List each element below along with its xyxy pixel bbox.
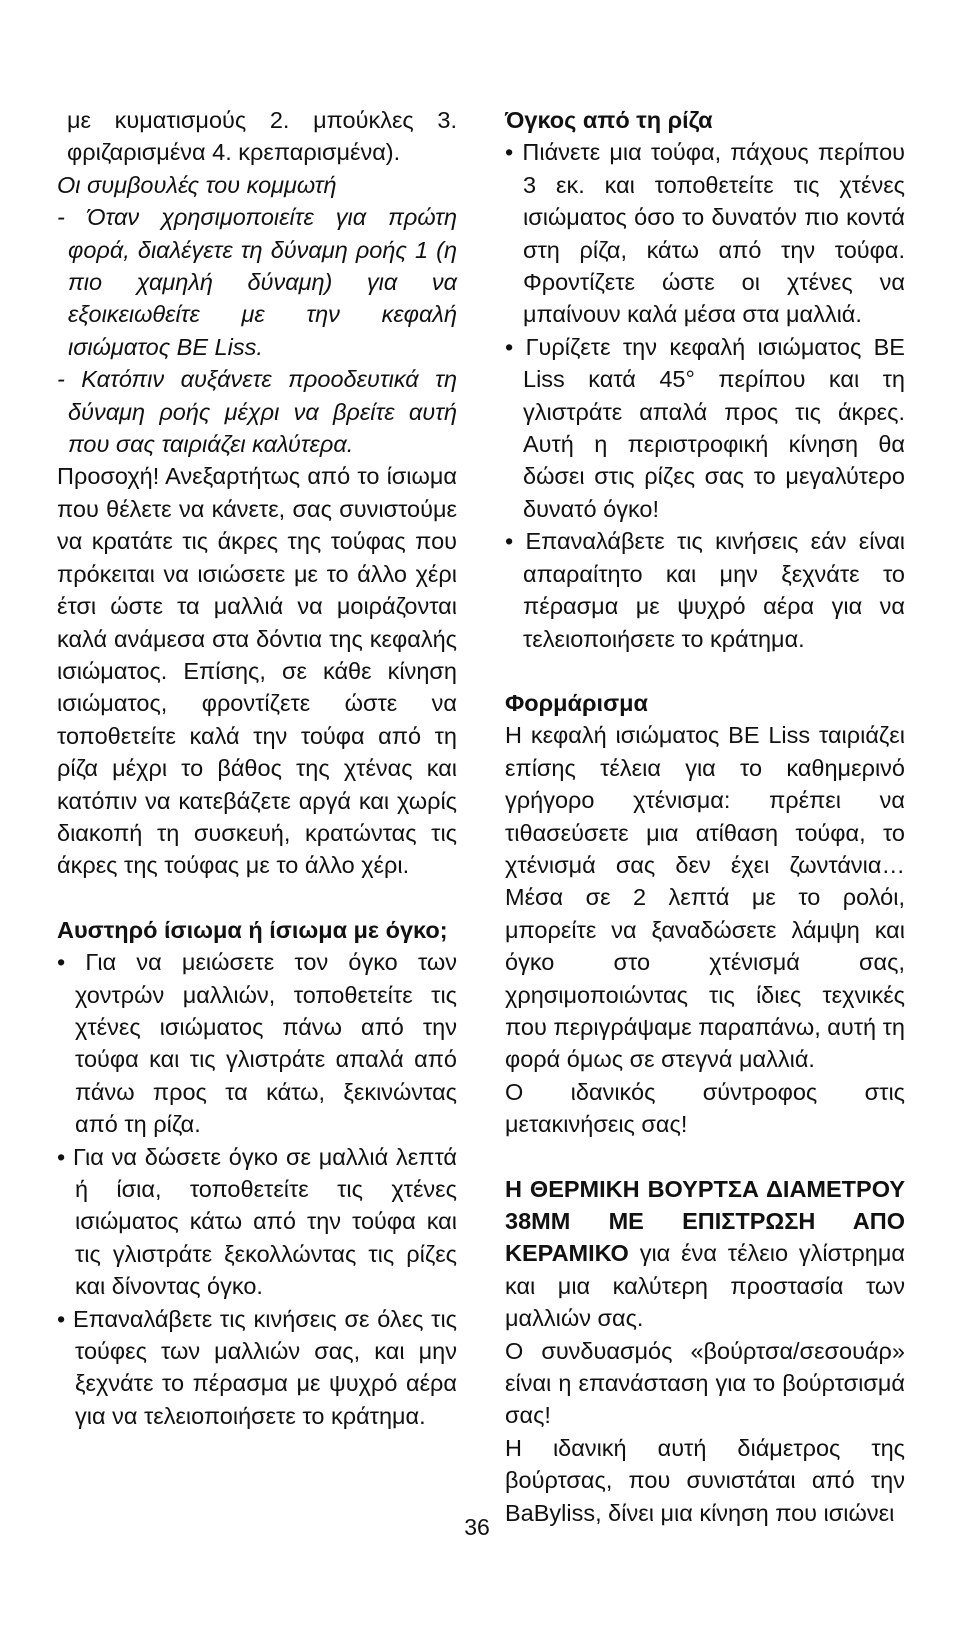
section-heading-volume: Όγκος από τη ρίζα [505,107,713,133]
combo-paragraph: Ο συνδυασμός «βούρτσα/σεσουάρ» είναι η επανάσταση για το βούρτσισμά σας! [505,1337,905,1429]
bullet-item: • Για να δώσετε όγκο σε μαλλιά λεπτά ή ίσια, τοποθετείτε τις χτένες ισιώματος κάτω από την τούφα και τις γλιστράτε ξεκολλώντας τις ρίζες και δίνοντας όγκο. [57,1143,457,1300]
diameter-paragraph: Η ιδανική αυτή διάμετρος της βούρτσας, που συνιστάται από την BaByliss, δίνει μια κίνηση που ισιώνει [505,1434,905,1526]
bullet-item: • Γυρίζετε την κεφαλή ισιώματος BE Liss κατά 45° περίπου και τη γλιστράτε απαλά προς τις άκρες. Αυτή η περιστροφική κίνηση θα δώσει στις ρίζες σας το μεγαλύτερο δυνατό όγκο! [505,333,905,522]
companion-paragraph: Ο ιδανικός σύντροφος στις μετακινήσεις σας! [505,1078,905,1138]
spacer [505,1141,905,1173]
section-heading-styling: Φορμάρισμα [505,689,648,716]
tips-title: Οι συμβουλές του κομμωτή [57,171,337,198]
bullet-item: • Πιάνετε μια τούφα, πάχους περίπου 3 εκ. και τοποθετείτε τις χτένες ισιώματος όσο το δυνατόν πιο κοντά στη ρίζα, κάτω από την τούφα. Φροντίζετε ώστε οι χτένες να μπαίνουν καλά μέσα στα μαλλιά. [505,139,905,328]
continued-text: με κυματισμούς 2. μπούκλες 3. φριζαρισμένα 4. κρεπαρισμένα). [67,107,457,166]
tip-item: - Κατόπιν αυξάνετε προοδευτικά τη δύναμη ροής μέχρι να βρείτε αυτή που σας ταιριάζει καλύτερα. [57,366,457,458]
right-column [505,104,905,1529]
left-column [57,104,457,1432]
bullet-item: • Επαναλάβετε τις κινήσεις εάν είναι απαραίτητο και μην ξεχνάτε το πέρασμα με ψυχρό αέρα για να τελειοποιήσετε το κράτημα. [505,528,905,652]
brush-paragraph [505,1173,905,1335]
bullet-item: • Επαναλάβετε τις κινήσεις σε όλες τις τούφες των μαλλιών σας, και μην ξεχνάτε το πέρασμα με ψυχρό αέρα για να τελειοποιήσετε το κράτημα. [57,1305,457,1429]
brush-text: για ένα τέλειο γλίστρημα και μια καλύτερη προστασία των μαλλιών σας. [505,1240,905,1332]
brush-heading: Η ΘΕΡΜΙΚΗ ΒΟΥΡΤΣΑ ΔΙΑΜΕΤΡΟΥ 38ΜΜ ΜΕ ΕΠΙΣΤΡΩΣΗ ΑΠΟ ΚΕΡΑΜΙΚΟ [505,1175,905,1267]
page-number: 36 [464,1514,490,1540]
bullet-item: • Για να μειώσετε τον όγκο των χοντρών μαλλιών, τοποθετείτε τις χτένες ισιώματος πάνω από την τούφα και τις γλιστράτε απαλά από πάνω προς τα κάτω, ξεκινώντας από τη ρίζα. [57,949,457,1138]
styling-paragraph: Η κεφαλή ισιώματος BE Liss ταιριάζει επίσης τέλεια για το καθημερινό γρήγορο χτένισμα: πρέπει να τιθασεύσετε μια ατίθαση τούφα, το χτένισμά σας δεν έχει ζωντάνια… Μέσα σε 2 λεπτά με το ρολόι, μπορείτε να ξαναδώσετε λάμψη και όγκο στο χτένισμά σας, χρησιμοποιώντας τις ίδιες τεχνικές που περιγράψαμε παραπάνω, αυτή τη φορά όμως σε στεγνά μαλλιά. [505,722,905,1073]
spacer [505,655,905,687]
tip-item: - Όταν χρησιμοποιείτε για πρώτη φορά, διαλέγετε τη δύναμη ροής 1 (η πιο χαμηλή δύναμη) για να εξοικειωθείτε με την κεφαλή ισιώματος BE Liss. [57,204,457,360]
caution-paragraph: Προσοχή! Ανεξαρτήτως από το ίσιωμα που θέλετε να κάνετε, σας συνιστούμε να κρατάτε τις άκρες της τούφας που πρόκειται να ισιώσετε με το άλλο χέρι έτσι ώστε τα μαλλιά να μοιράζονται καλά ανάμεσα στα δόντια της κεφαλής ισιώματος. Επίσης, σε κάθε κίνηση ισιώματος, φροντίζετε ώστε να τοποθετείτε καλά την τούφα από τη ρίζα μέχρι το βάθος της χτένας και κατόπιν να κατεβάζετε αργά και χωρίς διακοπή τη συσκευή, κρατώντας τις άκρες της τούφας με το άλλο χέρι. [57,463,457,879]
section-heading-straightening: Αυστηρό ίσιωμα ή ίσιωμα με όγκο; [57,916,448,943]
spacer [57,882,457,914]
